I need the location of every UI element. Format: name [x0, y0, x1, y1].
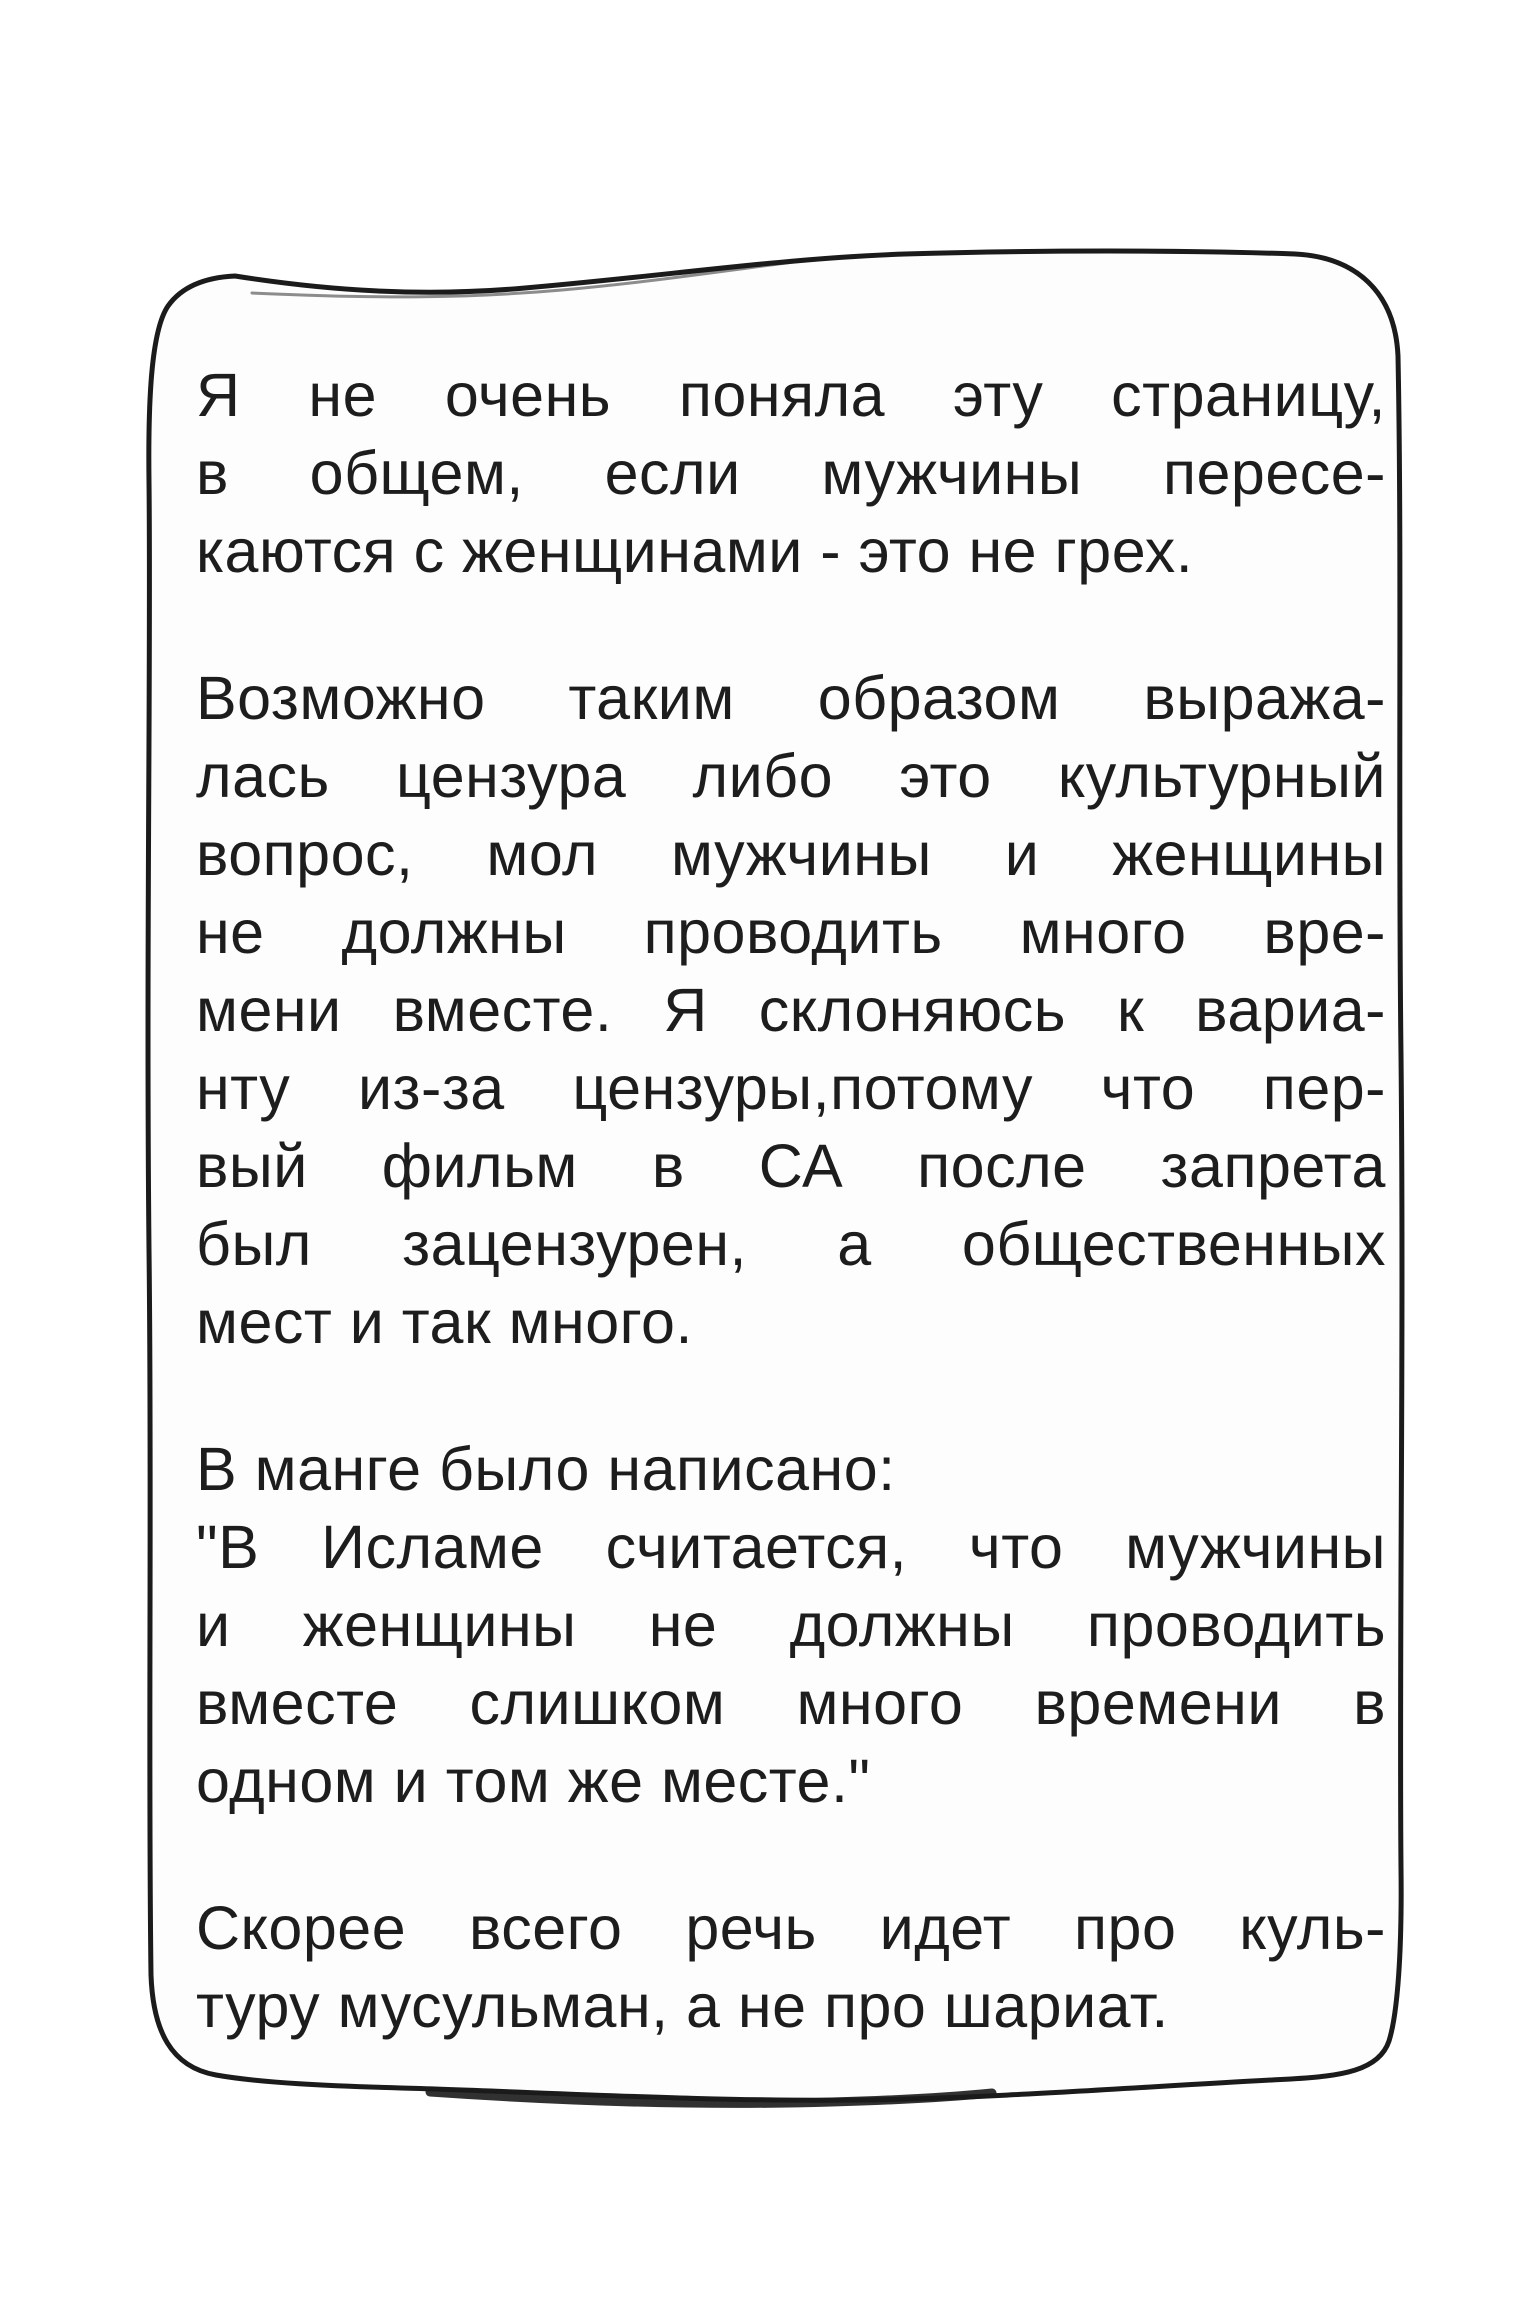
text-line: нту из-за цензуры,потому что пер- [196, 1054, 1386, 1122]
text-line: В манге было написано: [196, 1435, 896, 1503]
text-line: Скорее всего речь идет про куль- [196, 1894, 1386, 1962]
text-line: был зацензурен, а общественных [196, 1210, 1386, 1278]
paragraph-1 [196, 356, 1386, 590]
text-line: каются с женщинами - это не грех. [196, 517, 1194, 585]
text-line: не должны проводить много вре- [196, 898, 1386, 966]
paragraph-4 [196, 1889, 1386, 2045]
text-line: мест и так много. [196, 1288, 693, 1356]
text-line: вопрос, мол мужчины и женщины [196, 820, 1386, 888]
text-line: вместе слишком много времени в [196, 1669, 1386, 1737]
text-line: в общем, если мужчины пересе- [196, 439, 1386, 507]
text-line: Возможно таким образом выража- [196, 664, 1386, 732]
text-line: вый фильм в СА после запрета [196, 1132, 1386, 1200]
text-line: "В Исламе считается, что мужчины [196, 1513, 1386, 1581]
text-line: лась цензура либо это культурный [196, 742, 1386, 810]
paragraph-2 [196, 659, 1386, 1361]
text-line: мени вместе. Я склоняюсь к вариа- [196, 976, 1386, 1044]
note-text-block [196, 356, 1386, 2045]
text-line: одном и том же месте." [196, 1747, 871, 1815]
paragraph-3 [196, 1430, 1386, 1820]
text-line: туру мусульман, а не про шариат. [196, 1972, 1169, 2040]
text-line: и женщины не должны проводить [196, 1591, 1386, 1659]
text-line: Я не очень поняла эту страницу, [196, 361, 1386, 429]
